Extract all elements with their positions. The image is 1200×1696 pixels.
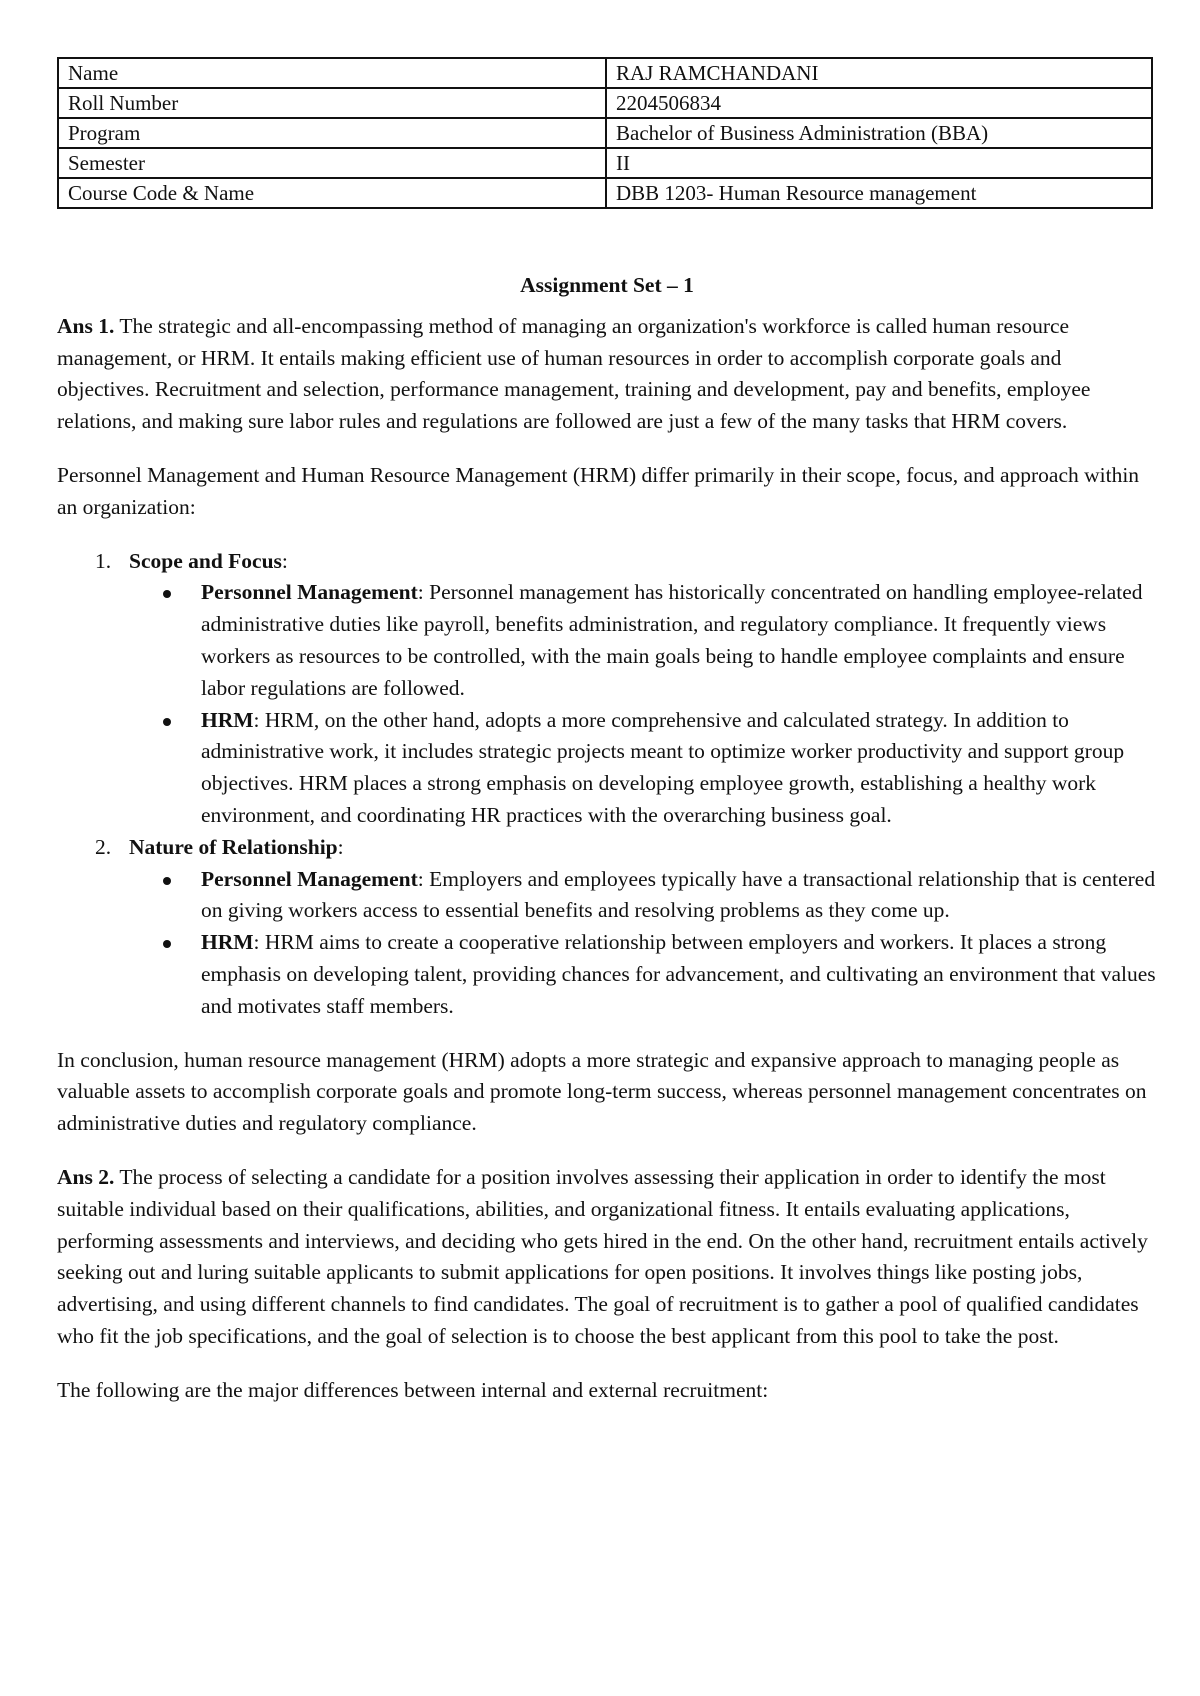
list-item: [57, 832, 1157, 1023]
ans2-lead-paragraph: The following are the major differences between internal and external recruitment:: [57, 1377, 769, 1402]
roll-number-label: Roll Number: [58, 88, 606, 118]
list-item: [129, 927, 1157, 1022]
bullet-icon: [163, 718, 171, 726]
ans1-intro-text: The strategic and all-encompassing method of managing an organization's workforce is called human resource management, or HRM. It entails making efficient use of human resources in order to accomplish corporate goals and objectives. Recruitment and selection, performance management, training and development, pay and benefits, employee relations, and making sure labor rules and regulations are followed are just a few of the many tasks that HRM covers.: [57, 313, 1091, 434]
list-item: [129, 577, 1157, 704]
bullet-icon: [163, 590, 171, 598]
name-label: Name: [58, 58, 606, 88]
table-row: [58, 88, 1152, 118]
bullet-text: : HRM aims to create a cooperative relationship between employers and workers. It places a strong emphasis on developing talent, providing chances for advancement, and cultivating an environment that values and motivates staff members.: [201, 930, 1156, 1018]
ans1-label: Ans 1.: [57, 313, 115, 338]
table-row: [58, 148, 1152, 178]
course-value: DBB 1203- Human Resource management: [606, 178, 1152, 208]
roll-number-value: 2204506834: [606, 88, 1152, 118]
list-number: 2.: [95, 834, 112, 859]
course-label: Course Code & Name: [58, 178, 606, 208]
list-item: [129, 705, 1157, 832]
semester-label: Semester: [58, 148, 606, 178]
differences-list: [57, 546, 1157, 1023]
bullet-list: [129, 864, 1157, 1023]
bullet-term: Personnel Management: [201, 866, 418, 891]
point-colon: :: [337, 834, 344, 859]
ans1-conclusion-paragraph: In conclusion, human resource management (HRM) adopts a more strategic and expansive approach to managing people as valuable assets to accomplish corporate goals and promote long-term success, whereas personnel management concentrates on administrative duties and regulatory compliance.: [57, 1047, 1147, 1136]
bullet-icon: [163, 877, 171, 885]
program-value: Bachelor of Business Administration (BBA): [606, 118, 1152, 148]
bullet-icon: [163, 940, 171, 948]
assignment-title: Assignment Set – 1: [520, 273, 694, 297]
ans1-lead-paragraph: Personnel Management and Human Resource Management (HRM) differ primarily in their scope, focus, and approach within an organization:: [57, 462, 1140, 519]
ans2-paragraph: [57, 1162, 1157, 1353]
document-body: [57, 270, 1157, 1429]
ans1-intro-paragraph: [57, 311, 1157, 438]
point-heading: Nature of Relationship: [129, 834, 338, 859]
bullet-term: HRM: [201, 707, 254, 732]
bullet-text: : Employers and employees typically have a transactional relationship that is centered on giving workers access to essential benefits and resolving problems as they come up.: [201, 866, 1156, 923]
point-heading: Scope and Focus: [129, 548, 282, 573]
program-label: Program: [58, 118, 606, 148]
bullet-text: : HRM, on the other hand, adopts a more comprehensive and calculated strategy. In addition to administrative work, it includes strategic projects meant to optimize worker productivity and support group objectives. HRM places a strong emphasis on developing employee growth, establishing a healthy work environment, and coordinating HR practices with the overarching business goal.: [201, 707, 1125, 827]
semester-value: II: [606, 148, 1152, 178]
student-info-table: [57, 57, 1153, 209]
point-colon: :: [281, 548, 288, 573]
name-value: RAJ RAMCHANDANI: [606, 58, 1152, 88]
bullet-text: : Personnel management has historically concentrated on handling employee-related administrative duties like payroll, benefits administration, and regulatory compliance. It frequently views workers as resources to be controlled, with the main goals being to handle employee complaints and ensure labor regulations are followed.: [201, 580, 1143, 700]
table-row: [58, 58, 1152, 88]
list-item: [129, 864, 1157, 928]
bullet-list: [129, 577, 1157, 831]
ans2-text: The process of selecting a candidate for a position involves assessing their application in order to identify the most suitable individual based on their qualifications, abilities, and organizational fitness. It entails evaluating applications, performing assessments and interviews, and deciding who gets hired in the end. On the other hand, recruitment entails actively seeking out and luring suitable applicants to submit applications for open positions. It involves things like posting jobs, advertising, and using different channels to find candidates. The goal of recruitment is to gather a pool of qualified candidates who fit the job specifications, and the goal of selection is to choose the best applicant from this pool to take the post.: [57, 1164, 1148, 1348]
bullet-term: Personnel Management: [201, 580, 418, 605]
ans2-label: Ans 2.: [57, 1164, 115, 1189]
table-row: [58, 118, 1152, 148]
bullet-term: HRM: [201, 930, 254, 955]
list-number: 1.: [95, 548, 112, 573]
list-item: [57, 546, 1157, 832]
table-row: [58, 178, 1152, 208]
